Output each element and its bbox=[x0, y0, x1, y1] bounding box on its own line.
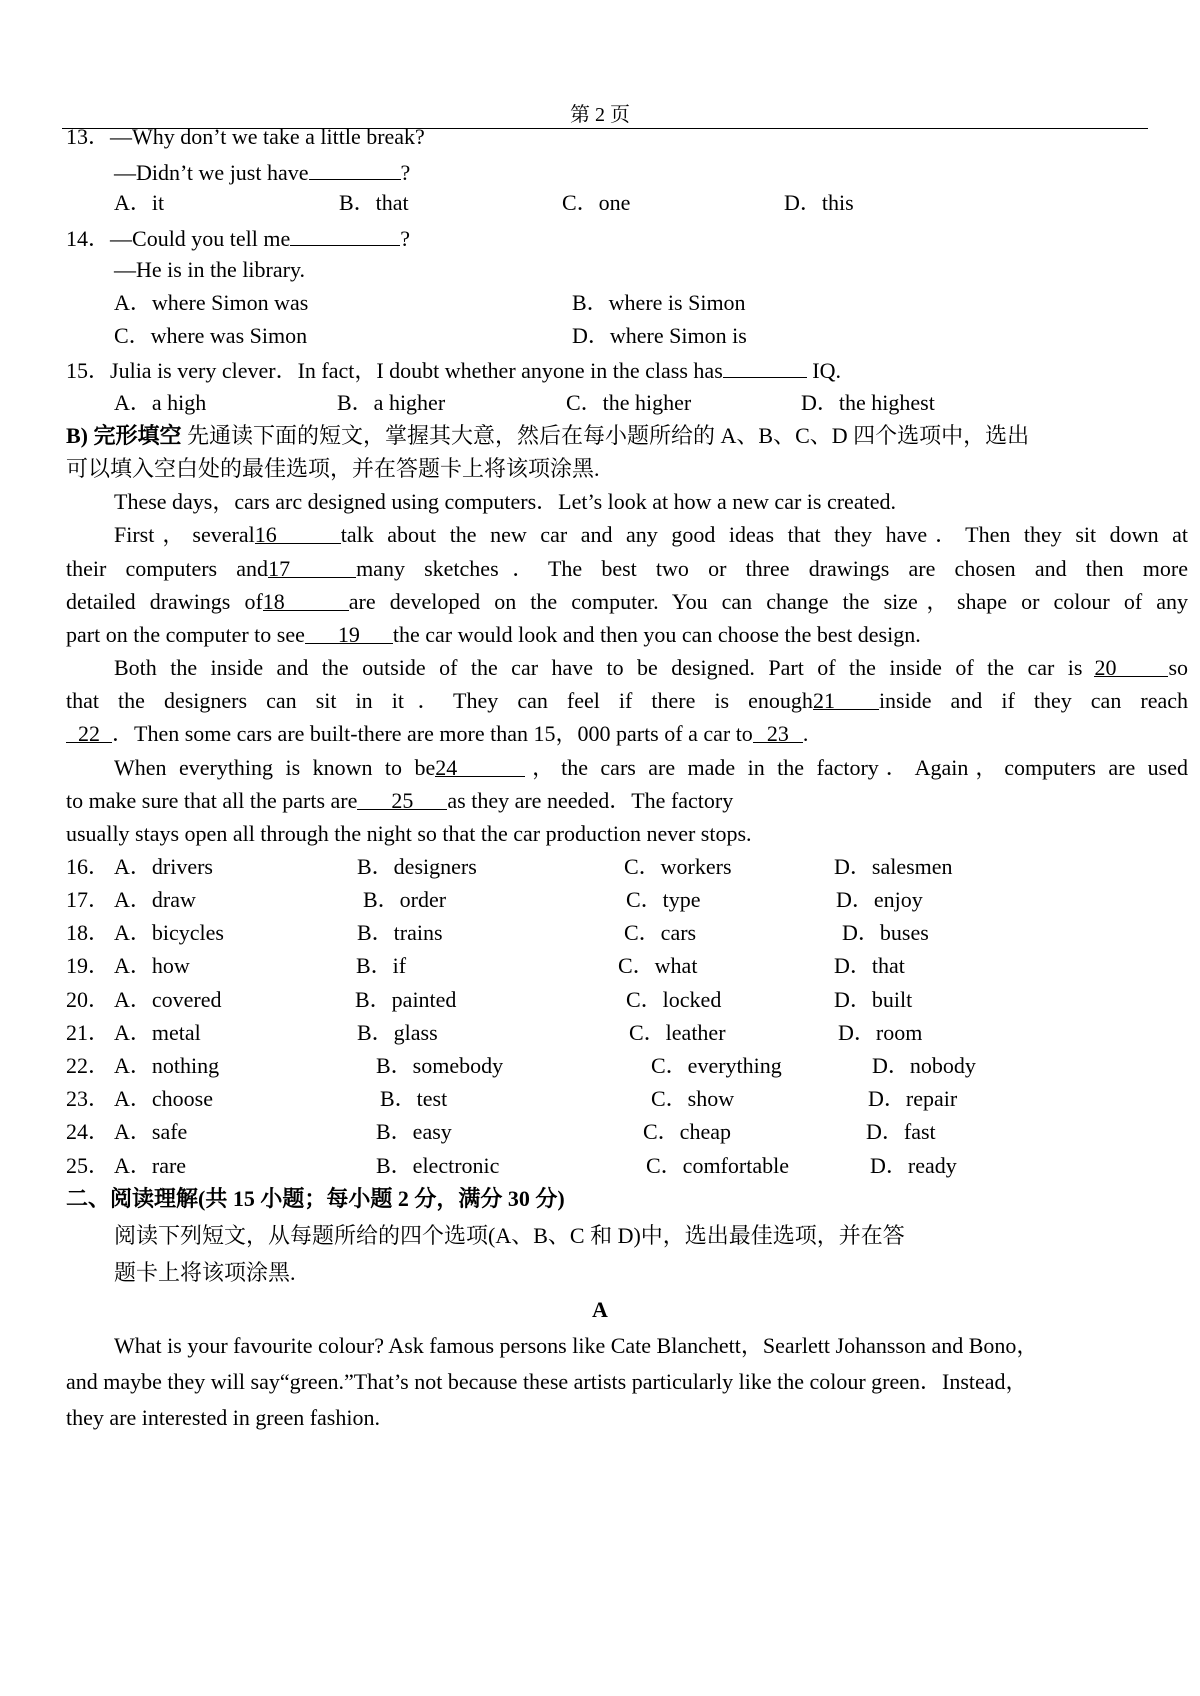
section-b-instructions: B) 完形填空 先通读下面的短文，掌握其大意，然后在每小题所给的 A、B、C、D 四个选项中，选出 bbox=[66, 423, 1030, 448]
cloze-number: 16． bbox=[66, 854, 111, 879]
blank-22[interactable]: 22 bbox=[66, 720, 112, 743]
cloze-option-c: C．cheap bbox=[643, 1119, 731, 1144]
cloze-number: 24． bbox=[66, 1119, 111, 1144]
cloze-option-d: D．room bbox=[838, 1020, 923, 1045]
reading-section-title: 二、阅读理解(共 15 小题；每小题 2 分，满分 30 分) bbox=[66, 1186, 565, 1211]
cloze-number: 17． bbox=[66, 887, 111, 912]
question-14-stem: 14．—Could you tell me ? bbox=[66, 223, 410, 251]
cloze-option-a: A．choose bbox=[114, 1086, 213, 1111]
page-number: 第 2 页 bbox=[570, 104, 630, 126]
cloze-option-b: B．somebody bbox=[376, 1053, 504, 1078]
passage-a-label: A bbox=[592, 1297, 608, 1322]
blank-20[interactable]: 20 bbox=[1094, 654, 1168, 677]
passage-paragraph-1: These days，cars arc designed using computers．Let’s look at how a new car is created. bbox=[114, 489, 896, 514]
reading-instructions-2: 题卡上将该项涂黑. bbox=[114, 1260, 296, 1285]
passage-line: their computers and17 many sketches．The best two or three drawings are chosen and then more bbox=[66, 556, 1188, 581]
passage-a-line: What is your favourite colour? Ask famous persons like Cate Blanchett，Searlett Johansson and Bono， bbox=[114, 1333, 1039, 1358]
q15-option-c: C．the higher bbox=[566, 390, 692, 415]
passage-line: Both the inside and the outside of the car have to be designed. Part of the inside of the car is 20 so bbox=[114, 655, 1188, 680]
cloze-option-a: A．covered bbox=[114, 987, 222, 1012]
answer-blank[interactable] bbox=[723, 355, 807, 378]
cloze-number: 18． bbox=[66, 920, 111, 945]
section-b-instructions-2: 可以填入空白处的最佳选项，并在答题卡上将该项涂黑. bbox=[66, 456, 600, 481]
cloze-option-b: B．glass bbox=[357, 1020, 438, 1045]
blank-23[interactable]: 23 bbox=[753, 720, 803, 743]
cloze-option-d: D．that bbox=[834, 953, 905, 978]
cloze-option-c: C．show bbox=[651, 1086, 735, 1111]
q14-option-b: B．where is Simon bbox=[572, 290, 746, 315]
question-number: 14． bbox=[66, 226, 111, 251]
cloze-number: 25． bbox=[66, 1153, 111, 1178]
cloze-option-d: D．nobody bbox=[872, 1053, 976, 1078]
blank-24[interactable]: 24 bbox=[435, 754, 525, 777]
passage-line: detailed drawings of18 are developed on the computer. You can change the size，shape or colour of any bbox=[66, 589, 1188, 614]
cloze-option-c: C．comfortable bbox=[646, 1153, 789, 1178]
passage-line: to make sure that all the parts are 25 as they are needed．The factory bbox=[66, 788, 734, 813]
cloze-option-d: D．enjoy bbox=[836, 887, 923, 912]
cloze-option-c: C．locked bbox=[626, 987, 722, 1012]
q15-option-a: A．a high bbox=[114, 390, 207, 415]
cloze-option-a: A．safe bbox=[114, 1119, 188, 1144]
cloze-option-c: C．what bbox=[618, 953, 698, 978]
cloze-option-d: D．salesmen bbox=[834, 854, 953, 879]
question-number: 15． bbox=[66, 358, 111, 383]
q13-option-a: A．it bbox=[114, 190, 165, 215]
cloze-number: 19． bbox=[66, 953, 111, 978]
answer-blank[interactable] bbox=[309, 157, 401, 180]
section-b-label: B) 完形填空 bbox=[66, 423, 182, 448]
cloze-option-c: C．cars bbox=[624, 920, 697, 945]
passage-line: 22 ．Then some cars are built-there are more than 15，000 parts of a car to 23 . bbox=[66, 720, 808, 748]
q14-option-d: D．where Simon is bbox=[572, 323, 747, 348]
passage-line: First，several16 talk about the new car and any good ideas that they have．Then they sit down at bbox=[114, 522, 1188, 547]
cloze-number: 22． bbox=[66, 1053, 111, 1078]
passage-a-line: they are interested in green fashion. bbox=[66, 1405, 380, 1430]
answer-blank[interactable] bbox=[290, 223, 400, 246]
question-14-reply: —He is in the library. bbox=[114, 257, 306, 282]
cloze-option-c: C．type bbox=[626, 887, 701, 912]
q15-option-b: B．a higher bbox=[337, 390, 446, 415]
blank-18[interactable]: 18 bbox=[263, 588, 349, 611]
question-number: 13． bbox=[66, 124, 111, 149]
q14-option-a: A．where Simon was bbox=[114, 290, 309, 315]
q15-option-d: D．the highest bbox=[801, 390, 935, 415]
cloze-option-a: A．draw bbox=[114, 887, 196, 912]
question-15-stem: 15．Julia is very clever．In fact，I doubt whether anyone in the class has IQ. bbox=[66, 355, 841, 383]
cloze-option-a: A．metal bbox=[114, 1020, 201, 1045]
passage-line: part on the computer to see 19 the car would look and then you can choose the best design. bbox=[66, 622, 921, 647]
blank-17[interactable]: 17 bbox=[268, 555, 356, 578]
cloze-option-a: A．nothing bbox=[114, 1053, 220, 1078]
passage-line: that the designers can sit in it．They can feel if there is enough21 inside and if they can reach bbox=[66, 688, 1188, 713]
cloze-option-b: B．trains bbox=[357, 920, 443, 945]
q14-option-c: C．where was Simon bbox=[114, 323, 308, 348]
cloze-option-c: C．workers bbox=[624, 854, 732, 879]
cloze-option-d: D．buses bbox=[842, 920, 929, 945]
q13-option-d: D．this bbox=[784, 190, 854, 215]
passage-line: When everything is known to be24 ，the cars are made in the factory．Again，computers are used bbox=[114, 755, 1188, 780]
cloze-number: 23． bbox=[66, 1086, 111, 1111]
cloze-option-d: D．repair bbox=[868, 1086, 958, 1111]
cloze-option-b: B．painted bbox=[355, 987, 457, 1012]
cloze-option-b: B．designers bbox=[357, 854, 477, 879]
cloze-option-a: A．rare bbox=[114, 1153, 187, 1178]
blank-21[interactable]: 21 bbox=[813, 687, 879, 710]
blank-19[interactable]: 19 bbox=[305, 621, 393, 644]
cloze-option-a: A．drivers bbox=[114, 854, 213, 879]
cloze-number: 21． bbox=[66, 1020, 111, 1045]
question-13-reply: —Didn’t we just have ? bbox=[114, 157, 410, 185]
cloze-option-d: D．fast bbox=[866, 1119, 936, 1144]
cloze-option-b: B．if bbox=[356, 953, 407, 978]
cloze-option-c: C．everything bbox=[651, 1053, 782, 1078]
cloze-option-c: C．leather bbox=[629, 1020, 726, 1045]
reading-instructions: 阅读下列短文，从每题所给的四个选项(A、B、C 和 D)中，选出最佳选项，并在答 bbox=[114, 1223, 905, 1248]
cloze-option-a: A．how bbox=[114, 953, 190, 978]
passage-a-line: and maybe they will say“green.”That’s not because these artists particularly like the colour green．Instead， bbox=[66, 1369, 1028, 1394]
cloze-option-b: B．electronic bbox=[376, 1153, 500, 1178]
question-13-stem: 13．—Why don’t we take a little break? bbox=[66, 124, 425, 149]
cloze-option-d: D．ready bbox=[870, 1153, 957, 1178]
cloze-option-d: D．built bbox=[834, 987, 913, 1012]
q13-option-b: B．that bbox=[339, 190, 409, 215]
cloze-option-b: B．test bbox=[380, 1086, 448, 1111]
blank-25[interactable]: 25 bbox=[357, 787, 447, 810]
cloze-option-a: A．bicycles bbox=[114, 920, 224, 945]
cloze-number: 20． bbox=[66, 987, 111, 1012]
passage-line: usually stays open all through the night so that the car production never stops. bbox=[66, 821, 752, 846]
cloze-option-b: B．easy bbox=[376, 1119, 452, 1144]
blank-16[interactable]: 16 bbox=[255, 521, 341, 544]
q13-option-c: C．one bbox=[562, 190, 631, 215]
cloze-option-b: B．order bbox=[363, 887, 447, 912]
